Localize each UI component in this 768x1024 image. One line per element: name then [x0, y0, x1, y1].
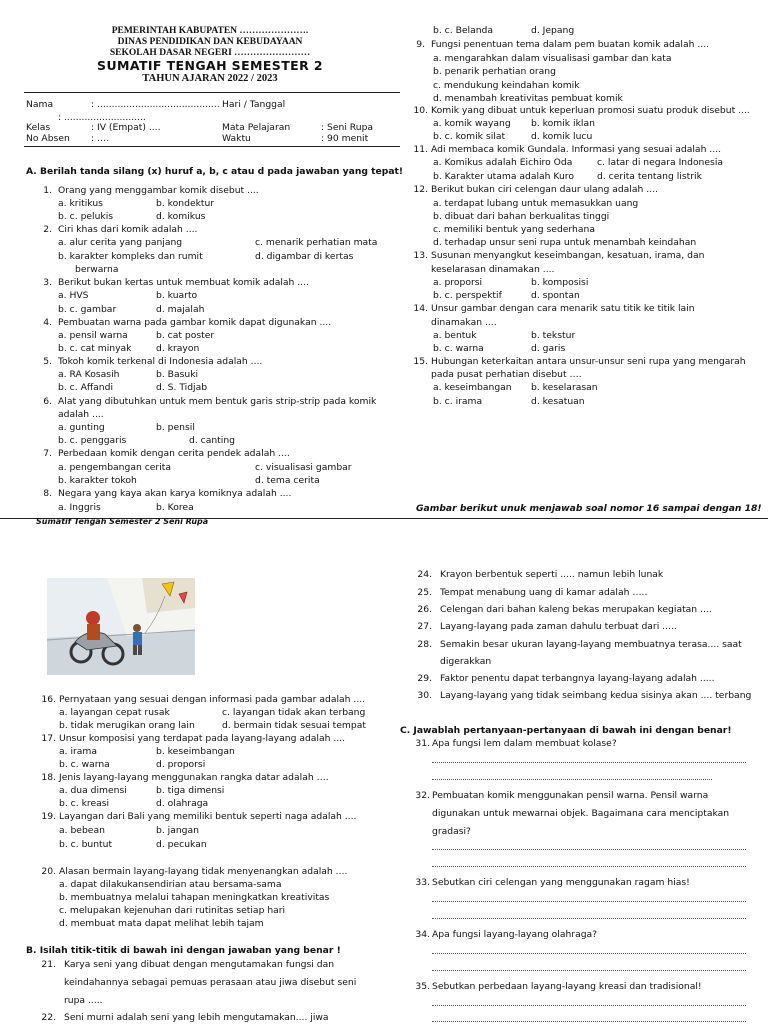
- q8-option-a[interactable]: a. Inggris: [58, 502, 101, 513]
- footer-text: Sumatif Tengah Semester 2 Seni Rupa: [36, 517, 209, 526]
- q8-option-c[interactable]: b. c. Belanda: [433, 25, 493, 36]
- section-a-heading: A. Berilah tanda silang (x) huruf a, b, c atau d pada jawaban yang tepat!: [26, 166, 404, 177]
- q28-text: Semakin besar ukuran layang-layang membuatnya terasa.... saat: [440, 639, 742, 650]
- q10-text: Komik yang dibuat untuk keperluan promosi suatu produk disebut ....: [431, 105, 750, 116]
- q6-text-cont: adalah ....: [58, 409, 104, 420]
- q10-option-c[interactable]: b. c. komik silat: [433, 131, 506, 142]
- nama-field-cont[interactable]: : ............................: [58, 112, 146, 123]
- q19-option-a[interactable]: a. bebean: [59, 825, 105, 836]
- q16-text: Pernyataan yang sesuai dengan informasi pada gambar adalah ....: [59, 694, 366, 705]
- q9-option-d[interactable]: d. menambah kreativitas pembuat komik: [433, 93, 623, 104]
- q17-option-b[interactable]: b. keseimbangan: [156, 746, 235, 757]
- q14-text-cont: dinamakan ....: [431, 317, 497, 328]
- q16-option-a[interactable]: a. layangan cepat rusak: [59, 707, 170, 718]
- q35-text: Sebutkan perbedaan layang-layang kreasi dan tradisional!: [432, 981, 702, 992]
- q9-number: 9.: [416, 39, 425, 50]
- nama-field[interactable]: : ..........................................: [91, 99, 220, 110]
- q2-option-d[interactable]: d. digambar di kertas: [255, 251, 354, 262]
- q6-option-b[interactable]: b. pensil: [156, 422, 195, 433]
- q17-option-d[interactable]: d. proporsi: [156, 759, 206, 770]
- absen-field[interactable]: : ….: [91, 133, 110, 144]
- q32-answer-line-1[interactable]: [432, 849, 746, 850]
- header-line3: SEKOLAH DASAR NEGERI ……………………: [109, 47, 311, 58]
- q7-number: 7.: [43, 448, 52, 459]
- q11-text: Adi membaca komik Gundala. Informasi yang sesuai adalah ....: [431, 144, 721, 155]
- kelas-label: Kelas: [26, 122, 51, 133]
- q34-answer-line-2[interactable]: [432, 970, 746, 971]
- q20-option-c[interactable]: c. melupakan kejenuhan dari rutinitas setiap hari: [59, 905, 286, 916]
- q2-number: 2.: [43, 224, 52, 235]
- q13-option-a[interactable]: a. proporsi: [433, 277, 483, 288]
- q8-option-b[interactable]: b. Korea: [156, 502, 194, 513]
- q3-number: 3.: [43, 277, 52, 288]
- q13-option-b[interactable]: b. komposisi: [531, 277, 589, 288]
- q18-option-c[interactable]: b. c. kreasi: [59, 798, 110, 809]
- q19-number: 19.: [41, 811, 56, 822]
- q5-option-a[interactable]: a. RA Kosasih: [58, 369, 120, 380]
- q32-line3: gradasi?: [432, 826, 471, 837]
- q15-option-b[interactable]: b. keselarasan: [531, 382, 598, 393]
- q24-text: Krayon berbentuk seperti ..... namun lebih lunak: [440, 569, 664, 580]
- q21-line1: Karya seni yang dibuat dengan mengutamakan fungsi dan: [64, 959, 335, 970]
- q19-option-d[interactable]: d. pecukan: [156, 839, 207, 850]
- q8-number: 8.: [43, 488, 52, 499]
- q14-option-a[interactable]: a. bentuk: [433, 330, 477, 341]
- q27-text: Layang-layang pada zaman dahulu terbuat dari .....: [440, 621, 677, 632]
- q20-number: 20.: [41, 866, 56, 877]
- kite-illustration: [47, 578, 195, 675]
- q22-number: 22.: [41, 1012, 56, 1023]
- q3-option-c[interactable]: b. c. gambar: [58, 304, 117, 315]
- q28-text-cont: digerakkan: [440, 656, 492, 667]
- q6-option-c[interactable]: b. c. penggaris: [58, 435, 127, 446]
- q2-option-c[interactable]: c. menarik perhatian mata: [255, 237, 378, 248]
- q18-option-a[interactable]: a. dua dimensi: [59, 785, 127, 796]
- q30-number: 30.: [417, 690, 432, 701]
- q4-option-c[interactable]: b. c. cat minyak: [58, 343, 132, 354]
- q24-number: 24.: [417, 569, 432, 580]
- q12-text: Berikut bukan ciri celengan daur ulang adalah ....: [431, 184, 658, 195]
- q28-number: 28.: [417, 639, 432, 650]
- q7-option-d[interactable]: d. tema cerita: [255, 475, 320, 486]
- q9-option-b[interactable]: b. penarik perhatian orang: [433, 66, 556, 77]
- q15-text-cont: pada pusat perhatian disebut ….: [431, 369, 582, 380]
- q16-option-c[interactable]: c. layangan tidak akan terbang: [222, 707, 366, 718]
- q17-option-a[interactable]: a. irama: [59, 746, 98, 757]
- q11-option-b[interactable]: b. Karakter utama adalah Kuro: [433, 171, 575, 182]
- q31-answer-line-2[interactable]: [432, 779, 712, 780]
- q6-number: 6.: [43, 396, 52, 407]
- q10-option-d[interactable]: d. komik lucu: [531, 131, 593, 142]
- q2-text: Ciri khas dari komik adalah ....: [58, 224, 198, 235]
- q4-number: 4.: [43, 317, 52, 328]
- q21-line3: rupa .....: [64, 995, 103, 1006]
- header-divider: [24, 92, 400, 93]
- q34-answer-line-1[interactable]: [432, 953, 746, 954]
- q6-option-d[interactable]: d. canting: [189, 435, 235, 446]
- q5-option-d[interactable]: d. S. Tidjab: [156, 382, 208, 393]
- q29-text: Faktor penentu dapat terbangnya layang-layang adalah .....: [440, 673, 715, 684]
- nama-label: Nama: [26, 99, 54, 110]
- q1-text: Orang yang menggambar komik disebut ....: [58, 185, 259, 196]
- q21-line2: keindahannya sebagai pemuas perasaan atau jiwa disebut seni: [64, 977, 357, 988]
- q16-option-b[interactable]: b. tidak merugikan orang lain: [59, 720, 195, 731]
- q3-text: Berikut bukan kertas untuk membuat komik adalah ....: [58, 277, 309, 288]
- q1-number: 1.: [43, 185, 52, 196]
- q32-number: 32.: [415, 790, 430, 801]
- q4-option-b[interactable]: b. cat poster: [156, 330, 215, 341]
- q1-option-b[interactable]: b. kondektur: [156, 198, 215, 209]
- q13-text: Susunan menyangkut keseimbangan, kesatuan, irama, dan: [431, 250, 705, 261]
- q22-line1: Seni murni adalah seni yang lebih mengutamakan.... jiwa: [64, 1012, 329, 1023]
- q15-option-c[interactable]: b. c. irama: [433, 396, 483, 407]
- q15-option-a[interactable]: a. keseimbangan: [433, 382, 512, 393]
- q18-option-d[interactable]: d. olahraga: [156, 798, 209, 809]
- q31-answer-line-1[interactable]: [432, 762, 746, 763]
- q2-option-b-cont: berwarna: [75, 264, 119, 275]
- q25-number: 25.: [417, 587, 432, 598]
- q14-option-c[interactable]: b. c. warna: [433, 343, 484, 354]
- waktu-label: Waktu: [222, 133, 251, 144]
- q11-option-c[interactable]: c. latar di negara Indonesia: [597, 157, 724, 168]
- q7-option-b[interactable]: b. karakter tokoh: [58, 475, 137, 486]
- q3-option-d[interactable]: d. majalah: [156, 304, 205, 315]
- q35-answer-line-2[interactable]: [432, 1021, 746, 1022]
- q10-number: 10.: [413, 105, 428, 116]
- q12-option-d[interactable]: d. terhadap unsur seni rupa untuk menambah keindahan: [433, 237, 697, 248]
- q5-text: Tokoh komik terkenal di Indonesia adalah ....: [58, 356, 263, 367]
- q2-option-b[interactable]: b. karakter kompleks dan rumit: [58, 251, 203, 262]
- q13-option-c[interactable]: b. c. perspektif: [433, 290, 502, 301]
- q8-option-d[interactable]: d. Jepang: [531, 25, 575, 36]
- q33-number: 33.: [415, 877, 430, 888]
- q17-number: 17.: [41, 733, 56, 744]
- q35-number: 35.: [415, 981, 430, 992]
- header-line1: PEMERINTAH KABUPATEN ………………….: [111, 26, 309, 36]
- q11-option-a[interactable]: a. Komikus adalah Eichiro Oda: [433, 157, 573, 168]
- q14-number: 14.: [413, 303, 428, 314]
- q29-number: 29.: [417, 673, 432, 684]
- absen-label: No Absen: [26, 133, 70, 144]
- q11-option-d[interactable]: d. cerita tentang listrik: [597, 171, 702, 182]
- q20-text: Alasan bermain layang-layang tidak menyenangkan adalah ....: [59, 866, 348, 877]
- q4-option-d[interactable]: d. krayon: [156, 343, 200, 354]
- q19-option-c[interactable]: b. c. buntut: [59, 839, 113, 850]
- q12-option-a[interactable]: a. terdapat lubang untuk memasukkan uang: [433, 198, 639, 209]
- waktu-value: : 90 menit: [321, 133, 369, 144]
- header-line2: DINAS PENDIDIKAN DAN KEBUDAYAAN: [117, 36, 303, 47]
- exam-title: SUMATIF TENGAH SEMESTER 2: [97, 57, 323, 73]
- q32-line2: digunakan untuk mewarnai objek. Bagaimana cara menciptakan: [432, 808, 730, 819]
- q33-answer-line-1[interactable]: [432, 901, 746, 902]
- q16-number: 16.: [41, 694, 56, 705]
- school-year: TAHUN AJARAN 2022 / 2023: [142, 73, 278, 85]
- q9-option-c[interactable]: c. mendukung keindahan komik: [433, 80, 580, 91]
- q6-text: Alat yang dibutuhkan untuk mem bentuk garis strip-strip pada komik: [58, 396, 377, 407]
- school-header: [30, 26, 390, 85]
- kelas-value: : IV (Empat) ....: [91, 122, 161, 133]
- q1-option-a[interactable]: a. kritikus: [58, 198, 103, 209]
- q14-text: Unsur gambar dengan cara menarik satu titik ke titik lain: [431, 303, 695, 314]
- q12-number: 12.: [413, 184, 428, 195]
- q10-option-b[interactable]: b. komik iklan: [531, 118, 595, 129]
- q3-option-a[interactable]: a. HVS: [58, 290, 89, 301]
- illustration-svg: [47, 578, 195, 675]
- q13-text-cont: keselarasan dinamakan ....: [431, 264, 555, 275]
- q5-option-b[interactable]: b. Basuki: [156, 369, 199, 380]
- q14-option-b[interactable]: b. tekstur: [531, 330, 576, 341]
- q25-text: Tempat menabung uang di kamar adalah …..: [440, 587, 648, 598]
- q11-number: 11.: [413, 144, 428, 155]
- q10-option-a[interactable]: a. komik wayang: [433, 118, 511, 129]
- q15-number: 15.: [413, 356, 428, 367]
- q1-option-d[interactable]: d. komikus: [156, 211, 206, 222]
- section-b-heading: B. Isilah titik-titik di bawah ini dengan jawaban yang benar !: [26, 945, 341, 956]
- q32-line1: Pembuatan komik menggunakan pensil warna. Pensil warna: [432, 790, 709, 801]
- q17-text: Unsur komposisi yang terdapat pada layang-layang adalah ....: [59, 733, 346, 744]
- q20-option-b[interactable]: b. membuatnya melalui tahapan meningkatkan kreativitas: [59, 892, 330, 903]
- q33-answer-line-2[interactable]: [432, 918, 746, 919]
- q18-text: Jenis layang-layang menggunakan rangka datar adalah ….: [59, 772, 329, 783]
- q32-answer-line-2[interactable]: [432, 866, 746, 867]
- q13-option-d[interactable]: d. spontan: [531, 290, 580, 301]
- identity-divider: [24, 146, 400, 147]
- q5-number: 5.: [43, 356, 52, 367]
- picture-note: Gambar berikut unuk menjawab soal nomor 16 sampai dengan 18!: [416, 503, 762, 514]
- q18-option-b[interactable]: b. tiga dimensi: [156, 785, 225, 796]
- q35-answer-line-1[interactable]: [432, 1005, 746, 1006]
- q5-option-c[interactable]: b. c. Affandi: [58, 382, 114, 393]
- q15-option-d[interactable]: d. kesatuan: [531, 396, 585, 407]
- q18-number: 18.: [41, 772, 56, 783]
- mapel-value: : Seni Rupa: [321, 122, 374, 133]
- q8-text: Negara yang kaya akan karya komiknya adalah ....: [58, 488, 292, 499]
- q34-text: Apa fungsi layang-layang olahraga?: [432, 929, 598, 940]
- q27-number: 27.: [417, 621, 432, 632]
- q7-option-a[interactable]: a. pengembangan cerita: [58, 462, 171, 473]
- q15-text: Hubungan keterkaitan antara unsur-unsur seni rupa yang mengarah: [431, 356, 746, 367]
- q2-option-a[interactable]: a. alur cerita yang panjang: [58, 237, 183, 248]
- q26-text: Celengan dari bahan kaleng bekas merupakan kegiatan ....: [440, 604, 712, 615]
- q9-text: Fungsi penentuan tema dalam pem buatan komik adalah ....: [431, 39, 710, 50]
- q16-option-d[interactable]: d. bermain tidak sesuai tempat: [222, 720, 366, 731]
- q14-option-d[interactable]: d. garis: [531, 343, 566, 354]
- q7-text: Perbedaan komik dengan cerita pendek adalah ....: [58, 448, 290, 459]
- q31-text: Apa fungsi lem dalam membuat kolase?: [432, 738, 617, 749]
- q20-option-d[interactable]: d. membuat mata dapat melihat lebih tajam: [59, 918, 264, 929]
- q3-option-b[interactable]: b. kuarto: [156, 290, 198, 301]
- mapel-label: Mata Pelajaran: [222, 122, 291, 133]
- q12-option-b[interactable]: b. dibuat dari bahan berkualitas tinggi: [433, 211, 610, 222]
- q19-text: Layangan dari Bali yang memiliki bentuk seperti naga adalah ....: [59, 811, 357, 822]
- q13-number: 13.: [413, 250, 428, 261]
- q31-number: 31.: [415, 738, 430, 749]
- hari-label: Hari / Tanggal: [222, 99, 286, 110]
- q4-text: Pembuatan warna pada gambar komik dapat digunakan ....: [58, 317, 332, 328]
- q7-option-c[interactable]: c. visualisasi gambar: [255, 462, 352, 473]
- q26-number: 26.: [417, 604, 432, 615]
- q20-option-a[interactable]: a. dapat dilakukansendirian atau bersama-sama: [59, 879, 282, 890]
- q4-option-a[interactable]: a. pensil warna: [58, 330, 128, 341]
- q19-option-b[interactable]: b. jangan: [156, 825, 199, 836]
- q17-option-c[interactable]: b. c. warna: [59, 759, 110, 770]
- q9-option-a[interactable]: a. mengarahkan dalam visualisasi gambar dan kata: [433, 53, 672, 64]
- q12-option-c[interactable]: c. memiliki bentuk yang sederhana: [433, 224, 595, 235]
- q30-text: Layang-layang yang tidak seimbang kedua sisinya akan .... terbang: [440, 690, 752, 701]
- q34-number: 34.: [415, 929, 430, 940]
- q33-text: Sebutkan ciri celengan yang menggunakan ragam hias!: [432, 877, 690, 888]
- q21-number: 21.: [41, 959, 56, 970]
- q6-option-a[interactable]: a. gunting: [58, 422, 105, 433]
- section-c-heading: C. Jawablah pertanyaan-pertanyaan di bawah ini dengan benar!: [400, 725, 732, 736]
- q1-option-c[interactable]: b. c. pelukis: [58, 211, 114, 222]
